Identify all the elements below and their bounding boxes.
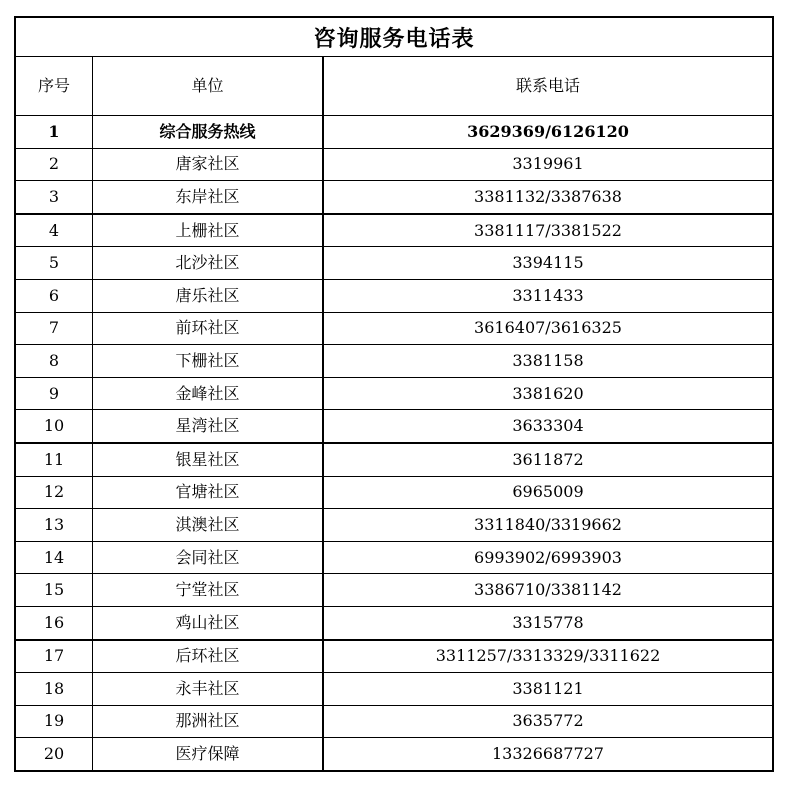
phone-cell: 3311257/3313329/3311622 — [435, 646, 661, 666]
table-row — [16, 378, 772, 411]
row-number-cell: 5 — [16, 247, 93, 279]
row-number-cell: 18 — [16, 673, 93, 705]
unit-cell: 唐乐社区 — [93, 280, 324, 312]
row-number-cell: 6 — [16, 280, 93, 312]
phone-cell: 3311840/3319662 — [474, 514, 622, 534]
row-number-cell: 2 — [16, 149, 93, 181]
row-number-cell: 11 — [16, 444, 93, 476]
table-header-row — [16, 57, 772, 116]
unit-cell: 银星社区 — [93, 444, 324, 476]
table-row — [16, 410, 772, 444]
phone-cell: 3616407/3616325 — [474, 318, 622, 338]
phone-cell: 6993902/6993903 — [474, 547, 622, 567]
unit-cell: 下栅社区 — [93, 345, 324, 377]
table-row — [16, 641, 772, 674]
unit-cell: 会同社区 — [93, 542, 324, 574]
unit-cell: 官塘社区 — [93, 477, 324, 509]
row-number-cell: 13 — [16, 509, 93, 541]
unit-cell: 永丰社区 — [93, 673, 324, 705]
unit-cell: 医疗保障 — [93, 738, 324, 770]
table-row — [16, 607, 772, 641]
table-row — [16, 247, 772, 280]
unit-cell: 前环社区 — [93, 313, 324, 345]
row-number-cell: 4 — [16, 215, 93, 247]
unit-cell: 综合服务热线 — [93, 116, 324, 148]
phone-cell: 3381121 — [512, 678, 584, 698]
unit-cell: 后环社区 — [93, 641, 324, 673]
unit-cell: 上栅社区 — [93, 215, 324, 247]
table-row — [16, 345, 772, 378]
row-number-cell: 8 — [16, 345, 93, 377]
row-number-cell: 15 — [16, 574, 93, 606]
row-number-cell: 3 — [16, 181, 93, 213]
row-number-cell: 20 — [16, 738, 93, 770]
table-row — [16, 542, 772, 575]
table-row — [16, 280, 772, 313]
phone-cell: 3629369/6126120 — [467, 121, 629, 141]
phone-cell: 6965009 — [512, 482, 584, 502]
phone-directory-table — [14, 16, 774, 772]
table-row — [16, 509, 772, 542]
table-row — [16, 444, 772, 477]
phone-cell: 3381117/3381522 — [474, 220, 622, 240]
phone-cell: 3381158 — [512, 350, 584, 370]
phone-cell: 13326687727 — [492, 744, 604, 764]
unit-cell: 金峰社区 — [93, 378, 324, 410]
phone-cell: 3386710/3381142 — [474, 580, 622, 600]
table-row — [16, 313, 772, 346]
header-no: 序号 — [16, 57, 93, 115]
table-row — [16, 706, 772, 739]
unit-cell: 唐家社区 — [93, 149, 324, 181]
unit-cell: 鸡山社区 — [93, 607, 324, 639]
table-row — [16, 477, 772, 510]
phone-cell: 3633304 — [512, 416, 584, 436]
table-title: 咨询服务电话表 — [16, 18, 772, 57]
row-number-cell: 9 — [16, 378, 93, 410]
phone-cell: 3381620 — [512, 383, 584, 403]
phone-cell: 3381132/3387638 — [474, 186, 622, 206]
header-unit: 单位 — [93, 57, 324, 115]
table-row — [16, 181, 772, 215]
table-row — [16, 738, 772, 770]
header-phone: 联系电话 — [515, 76, 580, 95]
row-number-cell: 17 — [16, 641, 93, 673]
phone-cell: 3635772 — [512, 711, 584, 731]
row-number-cell: 1 — [16, 116, 93, 148]
phone-cell: 3611872 — [512, 449, 584, 469]
phone-cell: 3394115 — [512, 253, 584, 273]
table-row — [16, 673, 772, 706]
phone-cell: 3319961 — [512, 154, 584, 174]
table-row — [16, 215, 772, 248]
unit-cell: 星湾社区 — [93, 410, 324, 442]
row-number-cell: 10 — [16, 410, 93, 442]
table-row — [16, 116, 772, 149]
unit-cell: 北沙社区 — [93, 247, 324, 279]
unit-cell: 那洲社区 — [93, 706, 324, 738]
unit-cell: 宁堂社区 — [93, 574, 324, 606]
row-number-cell: 7 — [16, 313, 93, 345]
phone-cell: 3315778 — [512, 612, 584, 632]
table-row — [16, 149, 772, 182]
phone-cell: 3311433 — [512, 285, 584, 305]
row-number-cell: 14 — [16, 542, 93, 574]
unit-cell: 淇澳社区 — [93, 509, 324, 541]
table-body — [16, 116, 772, 770]
table-row — [16, 574, 772, 607]
row-number-cell: 12 — [16, 477, 93, 509]
row-number-cell: 16 — [16, 607, 93, 639]
unit-cell: 东岸社区 — [93, 181, 324, 213]
row-number-cell: 19 — [16, 706, 93, 738]
